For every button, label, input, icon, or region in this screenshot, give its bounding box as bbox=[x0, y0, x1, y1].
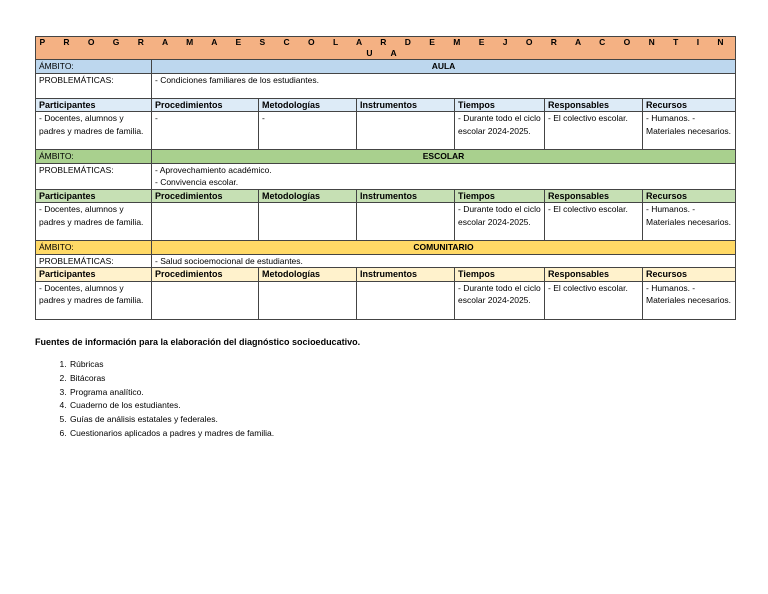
problems-value bbox=[152, 163, 736, 189]
col-header: Tiempos bbox=[455, 189, 545, 203]
col-header: Instrumentos bbox=[357, 268, 455, 282]
problems-label: PROBLEMÁTICAS: bbox=[36, 163, 152, 189]
problem-item: - Condiciones familiares de los estudiantes. bbox=[155, 74, 319, 85]
col-header: Procedimientos bbox=[152, 268, 259, 282]
col-header: Metodologías bbox=[259, 98, 357, 112]
ambito-value: AULA bbox=[152, 60, 736, 74]
cell-metodologias bbox=[259, 203, 357, 241]
col-header: Recursos bbox=[643, 268, 736, 282]
col-header: Metodologías bbox=[259, 268, 357, 282]
col-header: Participantes bbox=[36, 189, 152, 203]
header-row-escolar bbox=[36, 189, 736, 203]
list-item: 2. Bitácoras bbox=[69, 372, 274, 386]
ambito-label: ÁMBITO: bbox=[36, 150, 152, 164]
cell-instrumentos bbox=[357, 281, 455, 319]
list-item: 1. Rúbricas bbox=[69, 358, 274, 372]
cell-metodologias bbox=[259, 281, 357, 319]
cell-tiempos: - Durante todo el ciclo escolar 2024-2025. bbox=[455, 112, 545, 150]
cell-instrumentos bbox=[357, 112, 455, 150]
col-header: Procedimientos bbox=[152, 98, 259, 112]
problem-item: - Aprovechamiento académico. bbox=[155, 164, 272, 175]
cell-responsables: - El colectivo escolar. bbox=[545, 203, 643, 241]
ambito-value: COMUNITARIO bbox=[152, 241, 736, 255]
problems-label: PROBLEMÁTICAS: bbox=[36, 73, 152, 98]
program-title: P R O G R A M A E S C O L A R D E M E J O R A C O N T I N U A bbox=[36, 37, 736, 60]
list-item: 6. Cuestionarios aplicados a padres y madres de familia. bbox=[69, 427, 274, 441]
cell-responsables: - El colectivo escolar. bbox=[545, 112, 643, 150]
cell-participantes: - Docentes, alumnos y padres y madres de familia. bbox=[36, 203, 152, 241]
data-row-escolar bbox=[36, 203, 736, 241]
list-item: 4. Cuaderno de los estudiantes. bbox=[69, 399, 274, 413]
data-row-comunitario bbox=[36, 281, 736, 319]
problems-row-escolar bbox=[36, 163, 736, 189]
col-header: Tiempos bbox=[455, 268, 545, 282]
col-header: Instrumentos bbox=[357, 98, 455, 112]
col-header: Participantes bbox=[36, 268, 152, 282]
problem-item: - Salud socioemocional de estudiantes. bbox=[155, 255, 303, 266]
problems-value bbox=[152, 254, 736, 268]
col-header: Metodologías bbox=[259, 189, 357, 203]
col-header: Recursos bbox=[643, 98, 736, 112]
col-header: Participantes bbox=[36, 98, 152, 112]
ambito-row-escolar bbox=[36, 150, 736, 164]
cell-participantes: - Docentes, alumnos y padres y madres de familia. bbox=[36, 112, 152, 150]
cell-responsables: - El colectivo escolar. bbox=[545, 281, 643, 319]
problems-row-aula bbox=[36, 73, 736, 98]
col-header: Tiempos bbox=[455, 98, 545, 112]
cell-instrumentos bbox=[357, 203, 455, 241]
cell-participantes: - Docentes, alumnos y padres y madres de familia. bbox=[36, 281, 152, 319]
cell-procedimientos: - bbox=[152, 112, 259, 150]
cell-metodologias: - bbox=[259, 112, 357, 150]
problems-value bbox=[152, 73, 736, 98]
cell-tiempos: - Durante todo el ciclo escolar 2024-2025. bbox=[455, 281, 545, 319]
list-item: 5. Guías de análisis estatales y federales. bbox=[69, 413, 274, 427]
data-row-aula bbox=[36, 112, 736, 150]
col-header: Responsables bbox=[545, 268, 643, 282]
col-header: Recursos bbox=[643, 189, 736, 203]
header-row-aula bbox=[36, 98, 736, 112]
problem-item: - Convivencia escolar. bbox=[155, 177, 239, 187]
ambito-row-comunitario bbox=[36, 241, 736, 255]
title-row bbox=[36, 37, 736, 60]
cell-recursos: - Humanos. - Materiales necesarios. bbox=[643, 203, 736, 241]
col-header: Responsables bbox=[545, 189, 643, 203]
col-header: Instrumentos bbox=[357, 189, 455, 203]
cell-recursos: - Humanos. - Materiales necesarios. bbox=[643, 281, 736, 319]
header-row-comunitario bbox=[36, 268, 736, 282]
program-table bbox=[35, 36, 736, 320]
cell-procedimientos bbox=[152, 203, 259, 241]
problems-label: PROBLEMÁTICAS: bbox=[36, 254, 152, 268]
cell-tiempos: - Durante todo el ciclo escolar 2024-2025. bbox=[455, 203, 545, 241]
sources-list bbox=[35, 358, 274, 441]
ambito-row-aula bbox=[36, 60, 736, 74]
col-header: Responsables bbox=[545, 98, 643, 112]
sources-heading: Fuentes de información para la elaboración del diagnóstico socioeducativo. bbox=[35, 337, 361, 347]
cell-recursos: - Humanos. - Materiales necesarios. bbox=[643, 112, 736, 150]
list-item: 3. Programa analítico. bbox=[69, 386, 274, 400]
problems-row-comunitario bbox=[36, 254, 736, 268]
ambito-label: ÁMBITO: bbox=[36, 241, 152, 255]
ambito-label: ÁMBITO: bbox=[36, 60, 152, 74]
ambito-value: ESCOLAR bbox=[152, 150, 736, 164]
col-header: Procedimientos bbox=[152, 189, 259, 203]
cell-procedimientos bbox=[152, 281, 259, 319]
